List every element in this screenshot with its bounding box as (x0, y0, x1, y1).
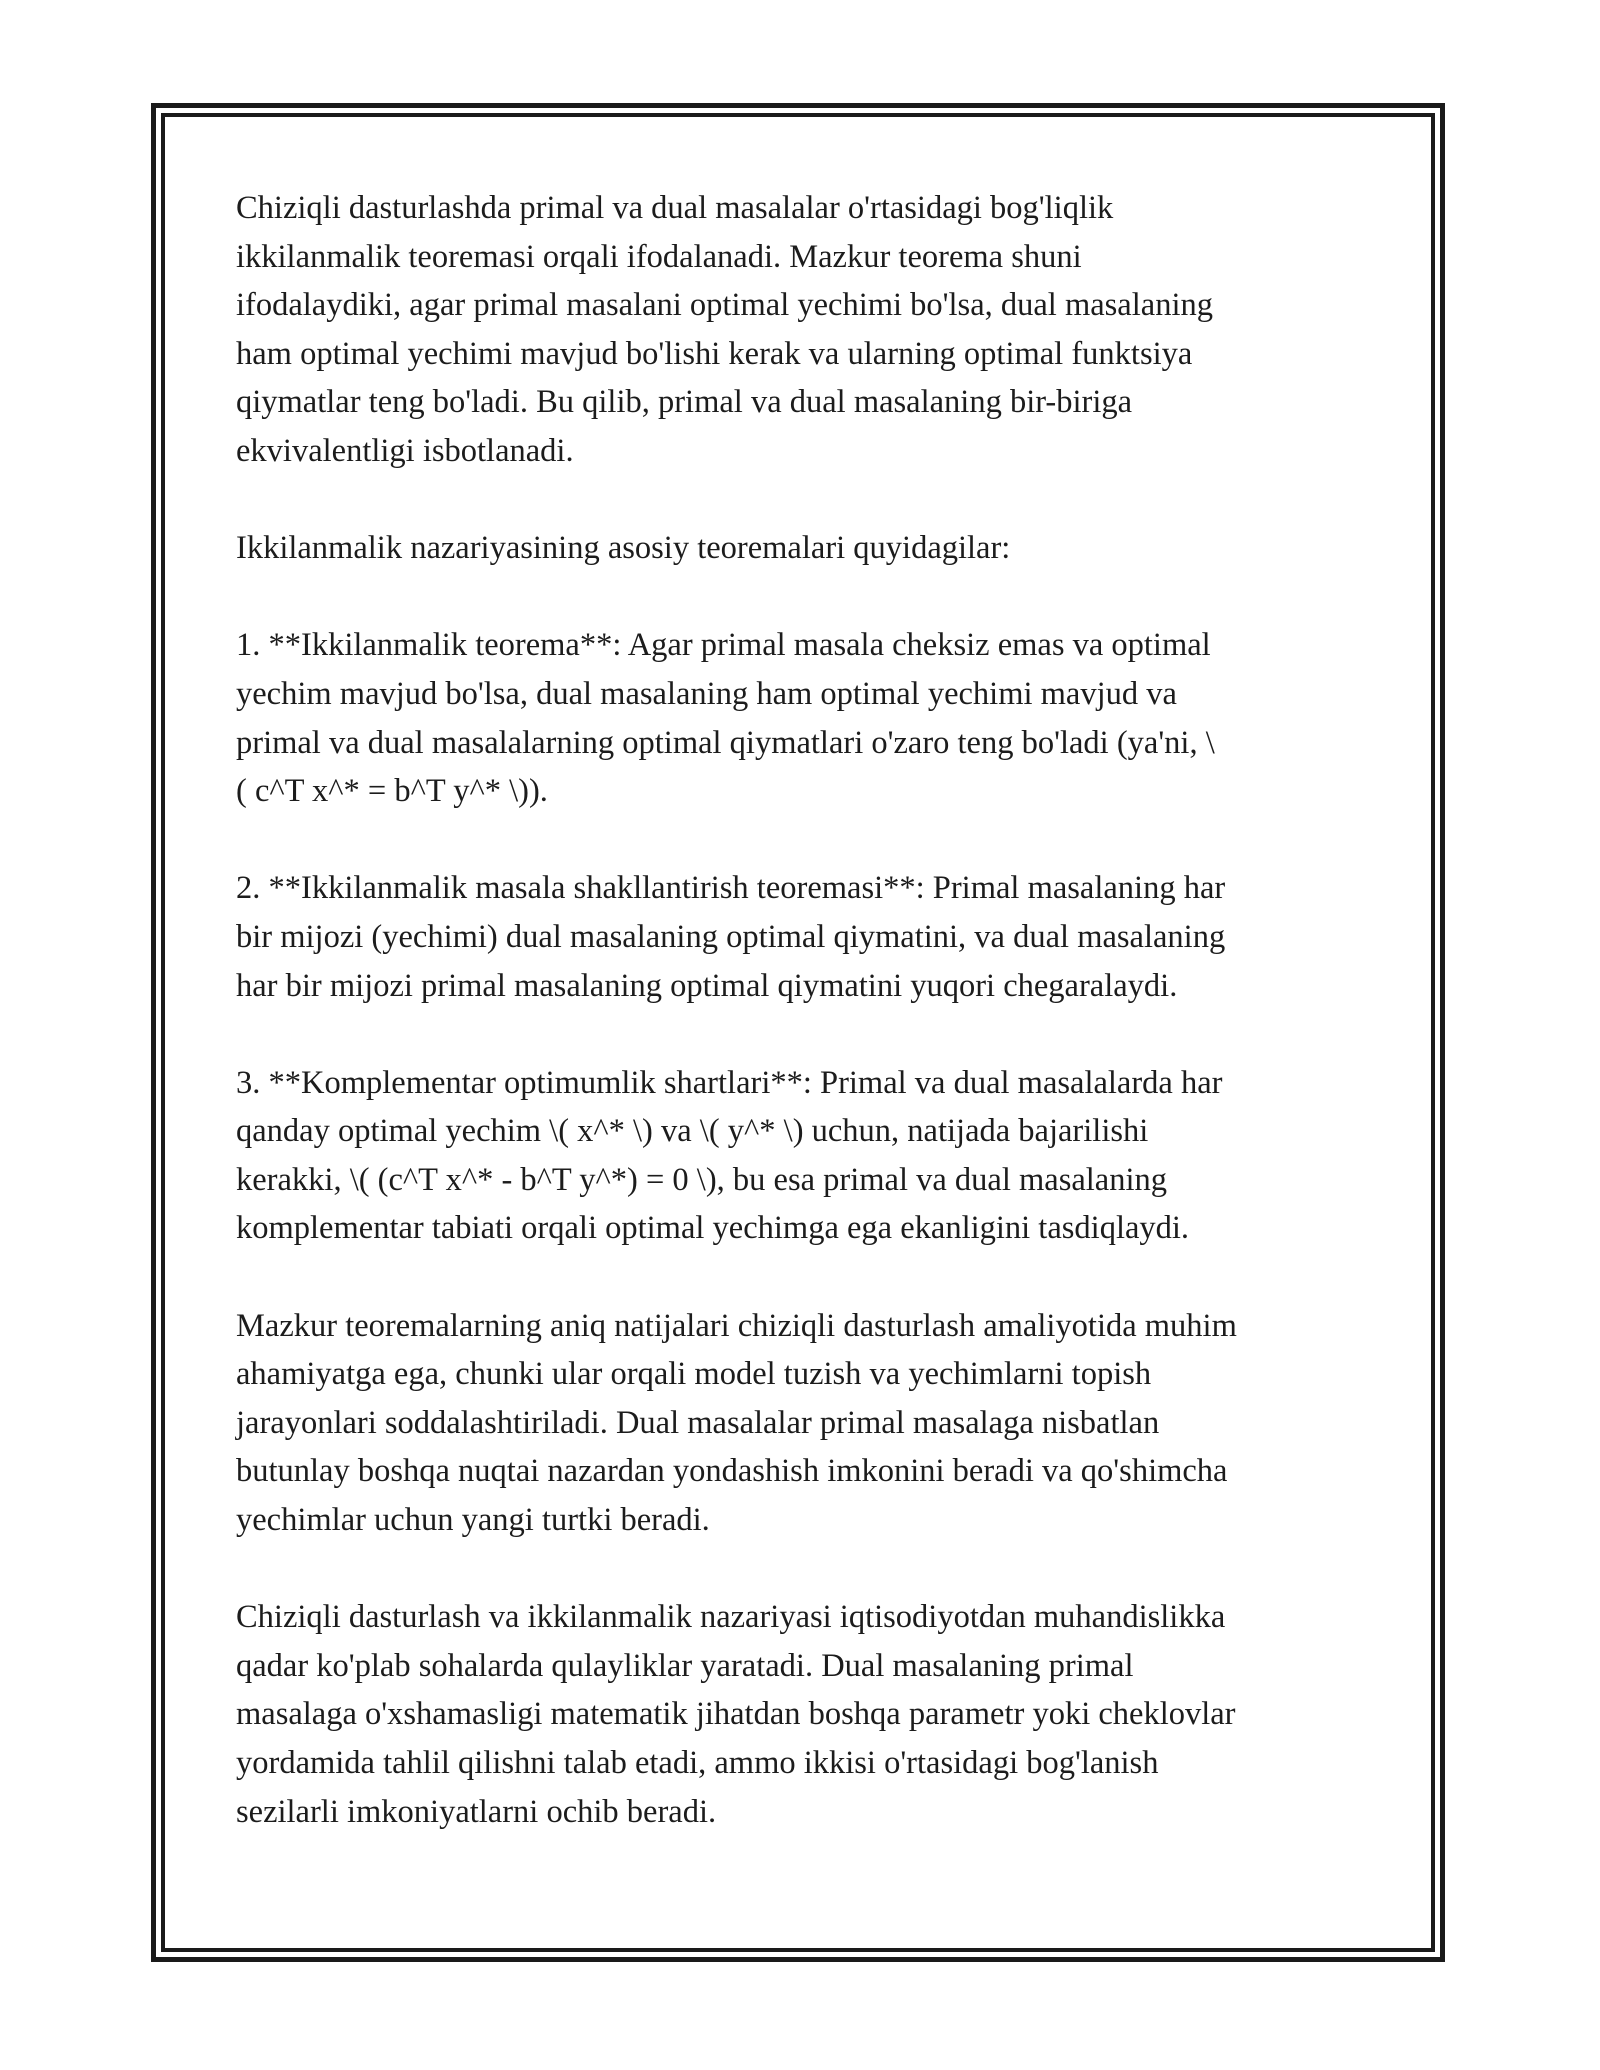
paragraph-significance: Mazkur teoremalarning aniq natijalari chiziqli dasturlash amaliyotida muhim ahamiyatga ega, chunki ular orqali model tuzish va yechimlarni topish jarayonlari soddalashtiriladi. Dual masalalar primal masalaga nisbatlan butunlay boshqa nuqtai nazardan yondashish imkonini beradi va qo'shimcha yechimlar uchun yangi turtki beradi. (236, 1307, 1237, 1539)
paragraph-intro: Chiziqli dasturlashda primal va dual masalalar o'rtasidagi bog'liqlik ikkilanmalik teoremasi orqali ifodalanadi. Mazkur teorema shuni ifodalaydiki, agar primal masalani optimal yechimi bo'lsa, dual masalaning ham optimal yechimi mavjud bo'lishi kerak va ularning optimal funktsiya qiymatlar teng bo'ladi. Bu qilib, primal va dual masalaning bir-biriga ekvivalentligi isbotlanadi. (236, 190, 1213, 469)
paragraph-conclusion: Chiziqli dasturlash va ikkilanmalik nazariyasi iqtisodiyotdan muhandislikka qadar ko'plab sohalarda qulayliklar yaratadi. Dual masalaning primal masalaga o'xshamasligi matematik jihatdan boshqa parametr yoki cheklovlar yordamida tahlil qilishni talab etadi, ammo ikkisi o'rtasidagi bog'lanish sezilarli imkoniyatlarni ochib beradi. (236, 1599, 1236, 1830)
paragraph-theorems-heading: Ikkilanmalik nazariyasining asosiy teoremalari quyidagilar: (236, 530, 1011, 567)
list-item-theorem-2: 2. **Ikkilanmalik masala shakllantirish teoremasi**: Primal masalaning har bir mijozi (yechimi) dual masalaning optimal qiymatini, va dual masalaning har bir mijozi primal masalaning optimal qiymatini yuqori chegaralaydi. (236, 870, 1226, 1004)
list-item-theorem-1: 1. **Ikkilanmalik teorema**: Agar primal masala cheksiz emas va optimal yechim mavjud bo'lsa, dual masalaning ham optimal yechimi mavjud va primal va dual masalalarning optimal qiymatlari o'zaro teng bo'ladi (ya'ni, \ ( c^T x^* = b^T y^* \)). (236, 627, 1215, 810)
list-item-theorem-3: 3. **Komplementar optimumlik shartlari**: Primal va dual masalalarda har qanday optimal yechim \( x^* \) va \( y^* \) uchun, natijada bajarilishi kerakki, \( (c^T x^* - b^T y^*) = 0 \), bu esa primal va dual masalaning komplementar tabiati orqali optimal yechimga ega ekanligini tasdiqlaydi. (236, 1064, 1223, 1247)
document-body (236, 184, 1376, 1836)
